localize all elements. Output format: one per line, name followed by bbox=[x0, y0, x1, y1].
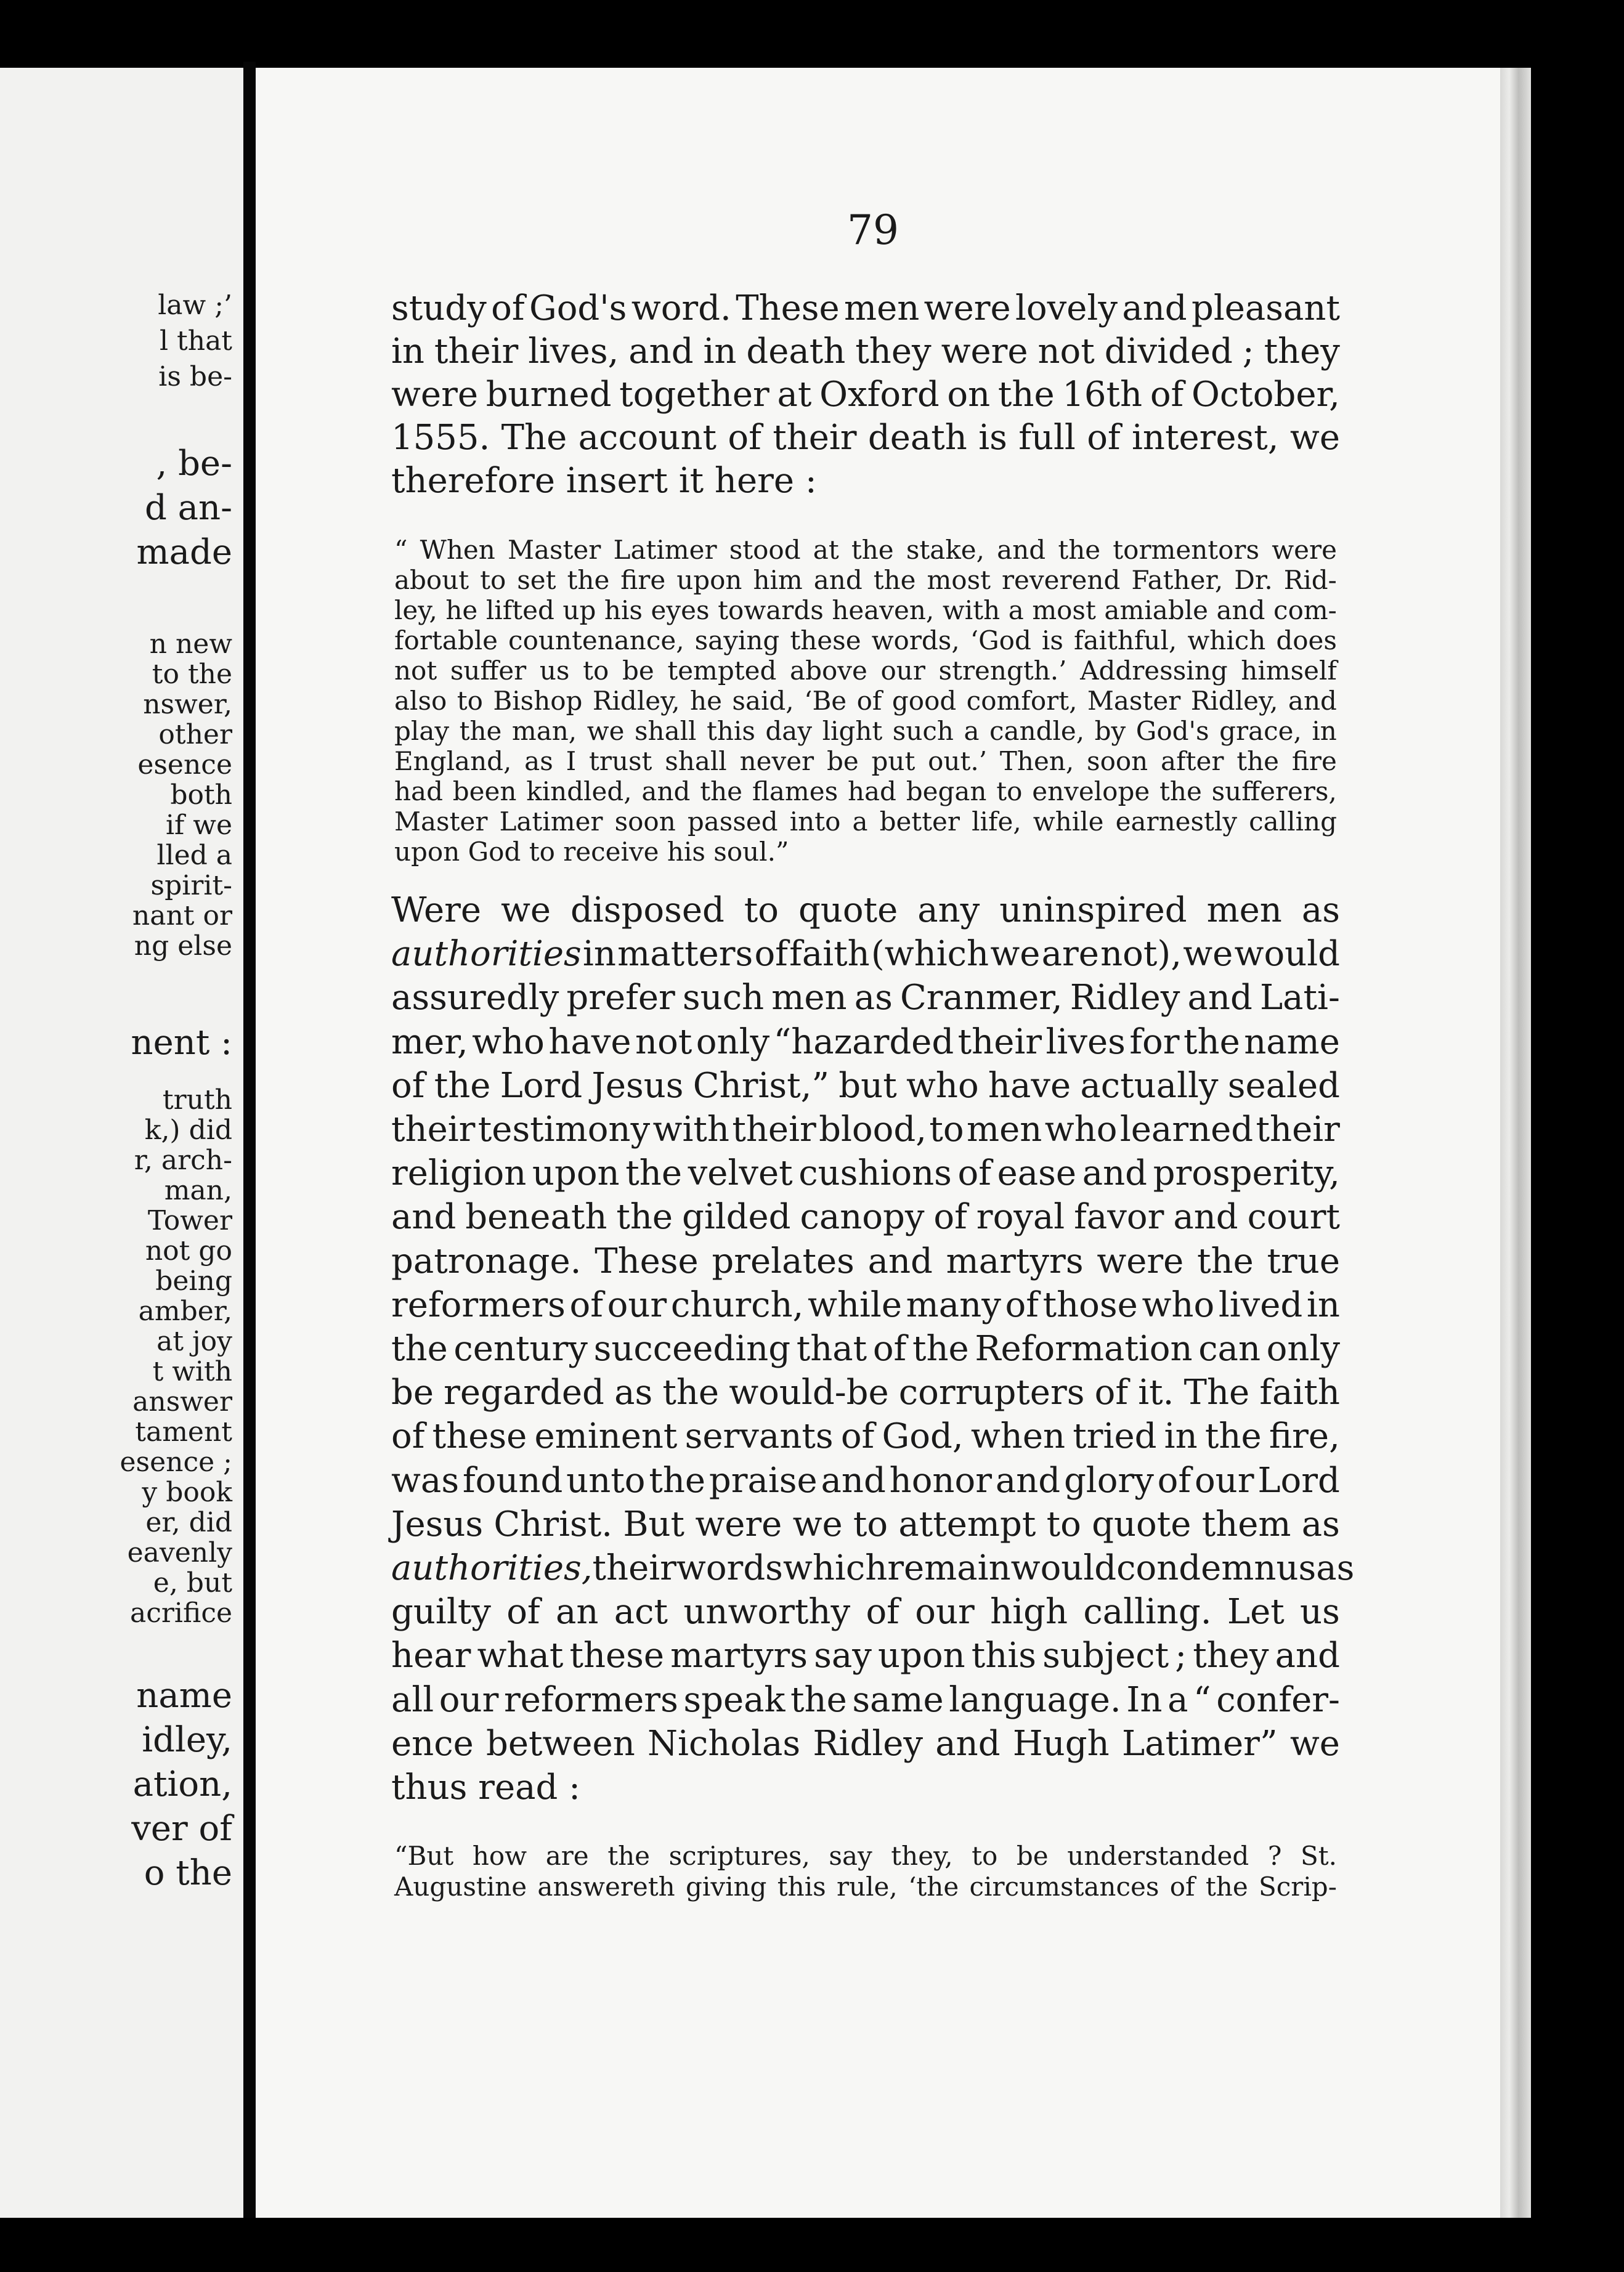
left-page-line: , be- bbox=[156, 444, 232, 484]
paragraph-line: assuredly prefer such men as Cranmer, Ridley and Lati- bbox=[391, 978, 1340, 1018]
left-page-line: esence ; bbox=[120, 1446, 232, 1478]
paragraph-line: mer, who have not only “hazarded their lives for the name bbox=[391, 1021, 1340, 1062]
left-page-line: both bbox=[170, 779, 232, 811]
left-page-line: nswer, bbox=[143, 689, 232, 720]
left-page-line: lled a bbox=[156, 840, 232, 871]
left-page-line: ver of bbox=[131, 1809, 232, 1849]
quote-line: upon God to receive his soul.” bbox=[394, 837, 789, 867]
paragraph-line: of these eminent servants of God, when tried in the fire, bbox=[391, 1416, 1340, 1457]
paragraph-line: Were we disposed to quote any uninspired men as bbox=[391, 890, 1340, 930]
quote-line: fortable countenance, saying these words, ‘God is faithful, which does bbox=[394, 625, 1337, 655]
paragraph-line: religion upon the velvet cushions of ease and prosperity, bbox=[391, 1153, 1340, 1194]
left-page-line: Tower bbox=[147, 1205, 232, 1236]
left-page-line: idley, bbox=[142, 1720, 232, 1760]
left-page-line: y book bbox=[142, 1477, 232, 1508]
left-page-line: ation, bbox=[132, 1764, 232, 1804]
quote-line: also to Bishop Ridley, he said, ‘Be of good comfort, Master Ridley, and bbox=[394, 686, 1337, 716]
left-page-line: man, bbox=[164, 1175, 232, 1206]
left-page-line: n new bbox=[149, 628, 232, 660]
left-page-line: l that bbox=[160, 325, 232, 357]
left-page-line: eavenly bbox=[127, 1537, 232, 1568]
quote-line: Augustine answereth giving this rule, ‘the circumstances of the Scrip- bbox=[394, 1872, 1337, 1902]
paragraph-line: their testimony with their blood, to men who learned their bbox=[391, 1110, 1340, 1150]
paragraph-line: patronage. These prelates and martyrs were the true bbox=[391, 1241, 1340, 1281]
paragraph-line: were burned together at Oxford on the 16th of October, bbox=[391, 375, 1340, 415]
paragraph-line: reformers of our church, while many of those who lived in bbox=[391, 1284, 1340, 1325]
page-edge bbox=[1500, 68, 1531, 2218]
quote-line: had been kindled, and the flames had began to envelope the sufferers, bbox=[394, 776, 1337, 806]
quote-line: Master Latimer soon passed into a better life, while earnestly calling bbox=[394, 806, 1337, 837]
left-page-line: tament bbox=[135, 1416, 232, 1448]
left-page-line: nant or bbox=[132, 900, 232, 931]
left-page-line: t with bbox=[152, 1356, 232, 1387]
quote-line: ley, he lifted up his eyes towards heaven, with a most amiable and com- bbox=[394, 595, 1337, 625]
left-page-line: spirit- bbox=[150, 870, 232, 901]
quote-line: England, as I trust shall never be put out.’ Then, soon after the fire bbox=[394, 746, 1337, 776]
paragraph-line: authorities in matters of faith (which we are not), we would bbox=[391, 934, 1340, 975]
paragraph-line: 1555. The account of their death is full of interest, we bbox=[391, 418, 1340, 458]
left-page-line: being bbox=[155, 1265, 232, 1297]
left-page-line: d an- bbox=[144, 488, 232, 528]
paragraph-line: of the Lord Jesus Christ,” but who have actually sealed bbox=[391, 1065, 1340, 1106]
left-page-line: answer bbox=[132, 1386, 232, 1418]
quote-line: about to set the fire upon him and the most reverend Father, Dr. Rid- bbox=[394, 565, 1337, 595]
left-page-line: other bbox=[158, 719, 232, 750]
left-page-line: acrifice bbox=[129, 1597, 232, 1629]
paragraph-line: Jesus Christ. But were we to attempt to quote them as bbox=[391, 1504, 1340, 1544]
left-page-line: made bbox=[136, 532, 232, 572]
left-page-line: at joy bbox=[156, 1326, 232, 1357]
left-page-line: not go bbox=[145, 1235, 232, 1267]
left-page-line: name bbox=[136, 1676, 232, 1716]
left-page-line: nent : bbox=[131, 1023, 232, 1063]
left-page-line: k,) did bbox=[144, 1114, 232, 1146]
paragraph-line: guilty of an act unworthy of our high calling. Let us bbox=[391, 1592, 1340, 1633]
left-page-line: if we bbox=[165, 809, 232, 841]
left-page-line: to the bbox=[152, 659, 232, 690]
book-gutter bbox=[243, 62, 256, 2218]
paragraph-line: be regarded as the would-be corrupters of it. The faith bbox=[391, 1373, 1340, 1413]
left-page-line: truth bbox=[162, 1084, 232, 1116]
paragraph-line: and beneath the gilded canopy of royal favor and court bbox=[391, 1197, 1340, 1238]
paragraph-line: ence between Nicholas Ridley and Hugh Latimer” we bbox=[391, 1723, 1340, 1764]
quote-line: “But how are the scriptures, say they, to be understanded ? St. bbox=[394, 1841, 1337, 1871]
quote-line: play the man, we shall this day light such a candle, by God's grace, in bbox=[394, 716, 1337, 746]
paragraph-line: authorities, their words which remain would condemn us as bbox=[391, 1548, 1355, 1588]
paragraph-line: in their lives, and in death they were not divided ; they bbox=[391, 331, 1340, 371]
left-page-line: er, did bbox=[145, 1507, 232, 1538]
paragraph-line: therefore insert it here : bbox=[391, 461, 817, 501]
paragraph-line: all our reformers speak the same language. In a “ confer- bbox=[391, 1679, 1340, 1720]
left-page-line: ng else bbox=[134, 930, 232, 962]
left-page-line: r, arch- bbox=[134, 1145, 232, 1176]
paragraph-line: the century succeeding that of the Reformation can only bbox=[391, 1329, 1340, 1369]
left-page-fragment bbox=[0, 68, 243, 2218]
left-page-line: law ;’ bbox=[158, 290, 232, 321]
quote-line: not suffer us to be tempted above our strength.’ Addressing himself bbox=[394, 655, 1337, 686]
paragraph-line: hear what these martyrs say upon this subject ; they and bbox=[391, 1636, 1340, 1676]
left-page-line: e, but bbox=[153, 1567, 232, 1599]
left-page-line: is be- bbox=[158, 361, 232, 392]
left-page-line: amber, bbox=[138, 1296, 232, 1327]
quote-line: “ When Master Latimer stood at the stake, and the tormentors were bbox=[394, 535, 1337, 565]
page-number: 79 bbox=[847, 206, 899, 254]
paragraph-line: study of God's word. These men were lovely and pleasant bbox=[391, 288, 1340, 328]
paragraph-line: thus read : bbox=[391, 1767, 580, 1807]
paragraph-line: was found unto the praise and honor and glory of our Lord bbox=[391, 1460, 1340, 1501]
left-page-line: esence bbox=[137, 749, 232, 781]
left-page-line: o the bbox=[144, 1853, 232, 1893]
